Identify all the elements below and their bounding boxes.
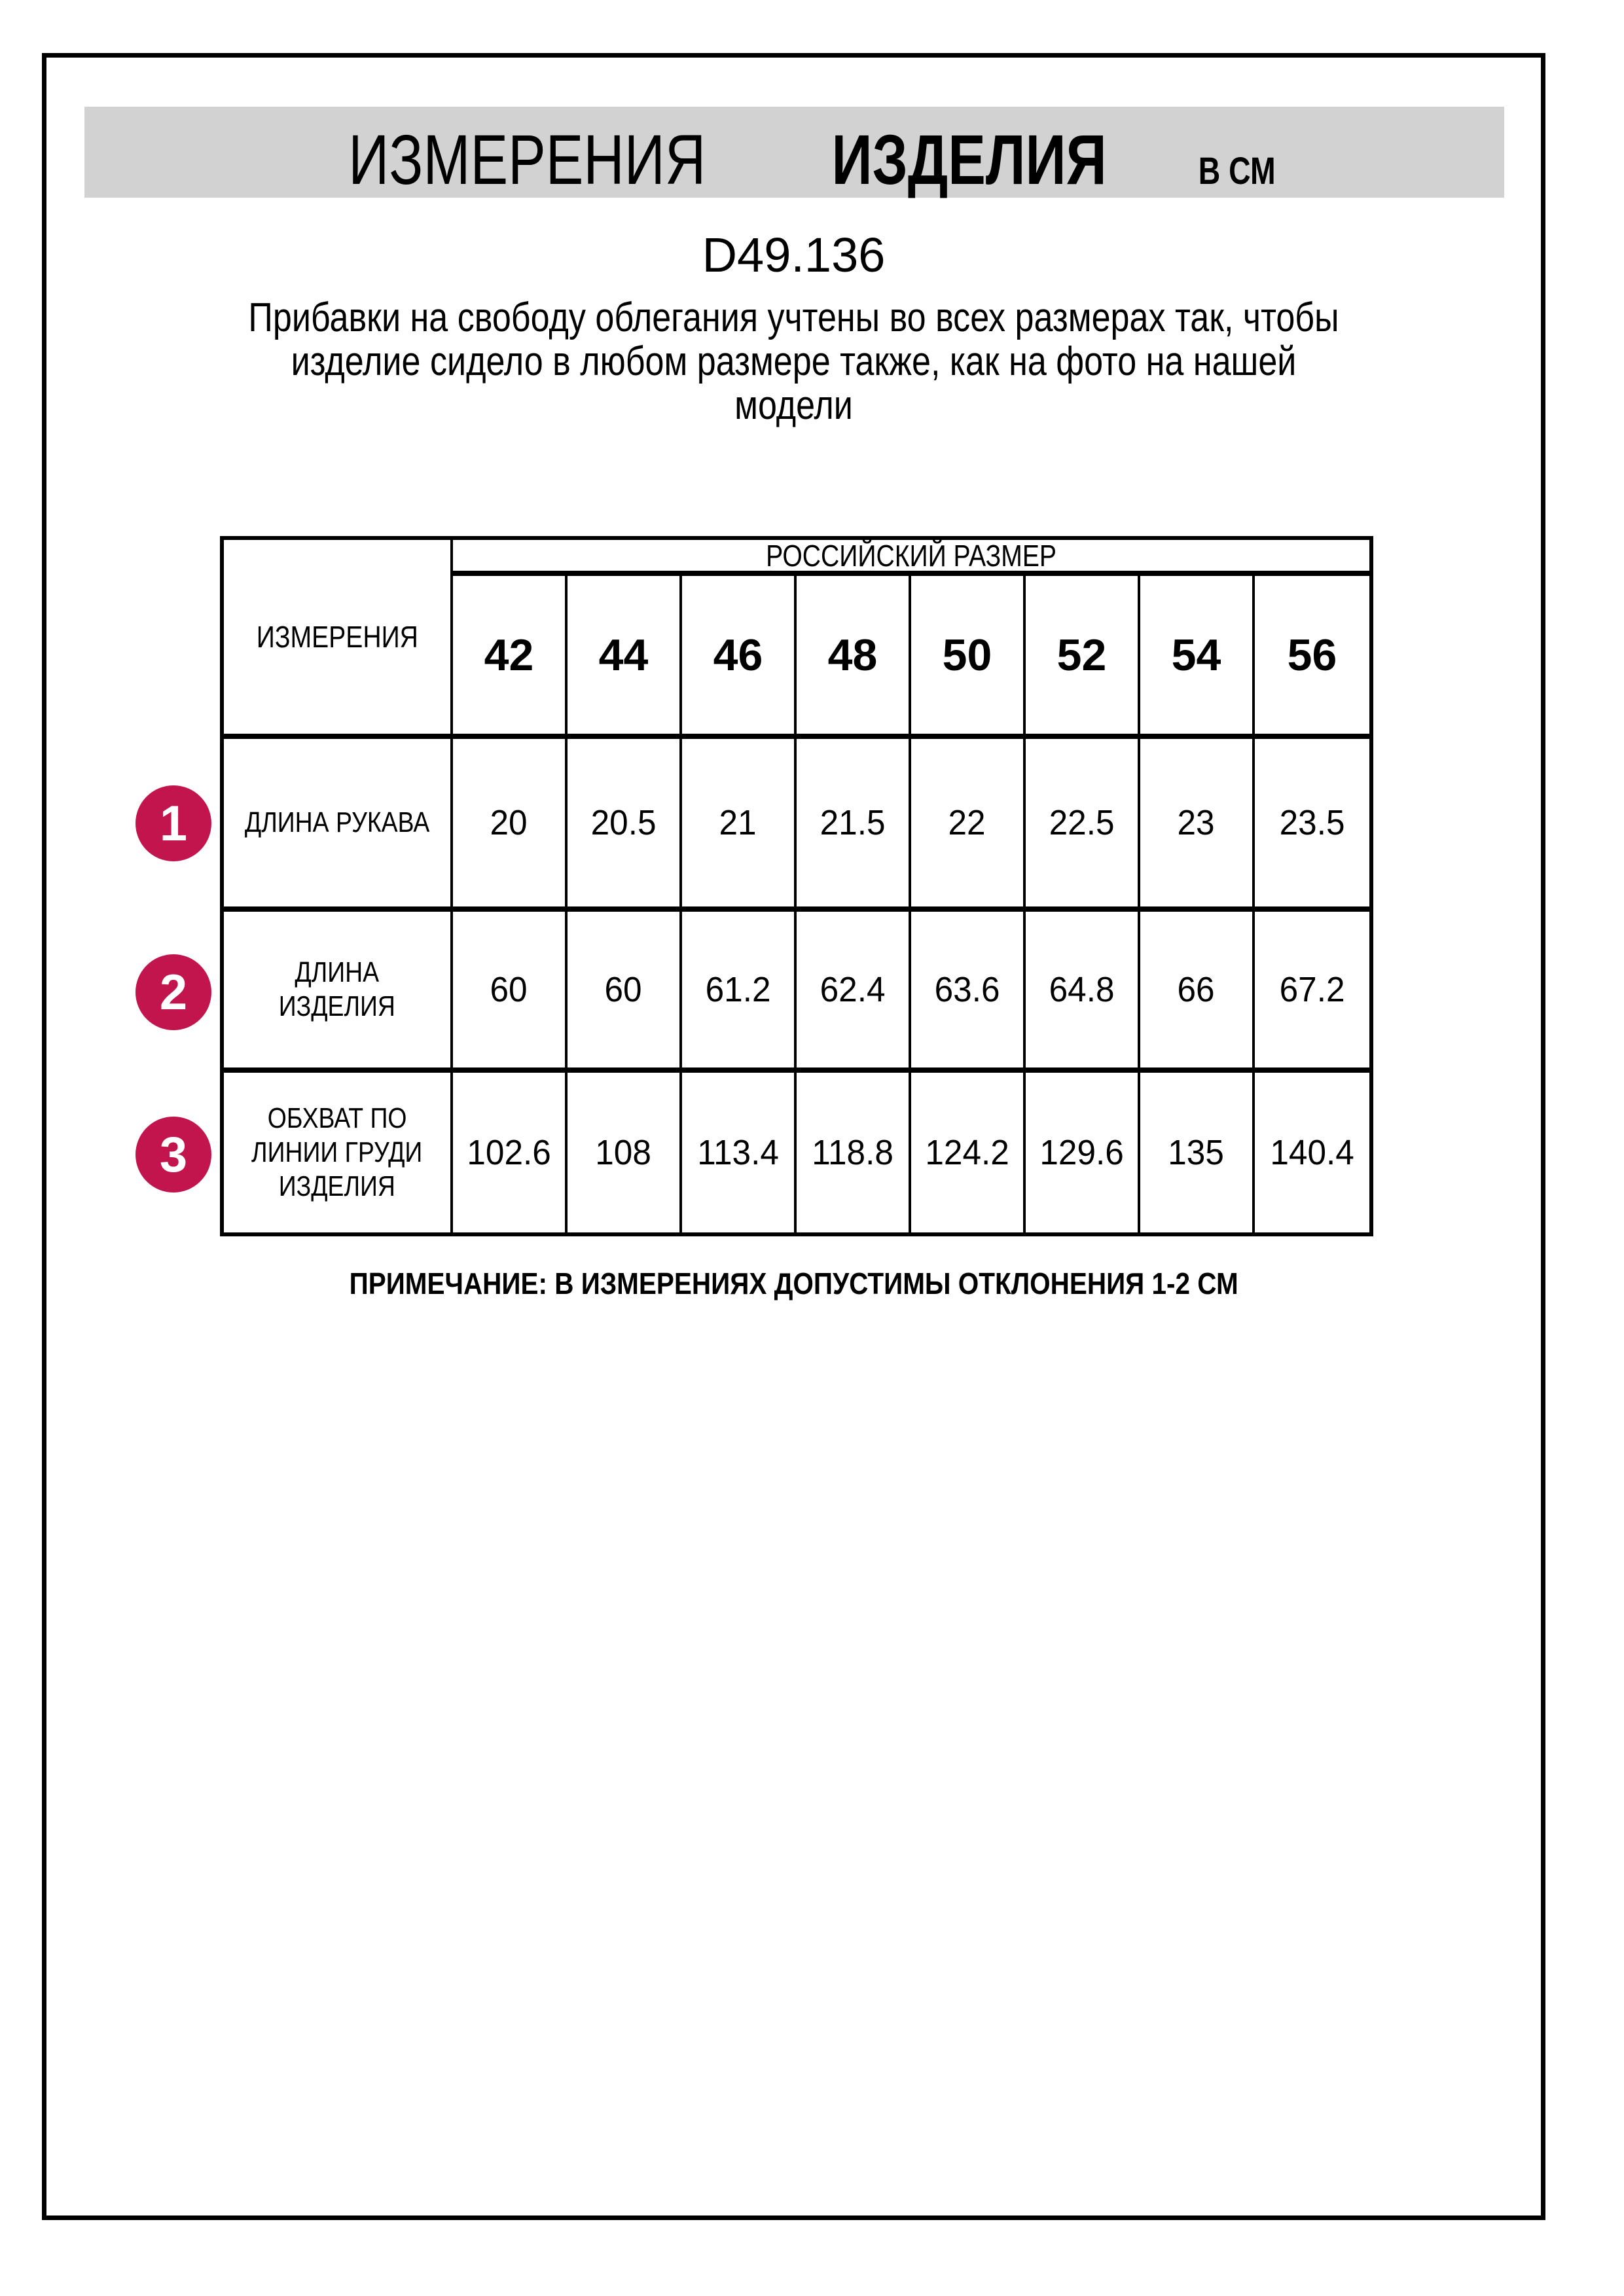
row-label-line: ИЗДЕЛИЯ <box>278 990 396 1022</box>
row-number-badge-2 <box>135 954 211 1030</box>
measurement-value-cell <box>797 912 911 1073</box>
measurement-value-cell <box>568 739 682 912</box>
row-label-cell-2 <box>224 912 453 1073</box>
measurement-value-cell <box>797 739 911 912</box>
row-number-badge-1 <box>135 785 211 861</box>
measurement-value-cell <box>1255 912 1369 1073</box>
measurement-value-cell <box>797 1073 911 1232</box>
measurement-value: 62.4 <box>820 970 886 1009</box>
row-label-line: ЛИНИИ ГРУДИ <box>251 1136 423 1168</box>
measurement-value-cell <box>682 912 797 1073</box>
row-label-line: ДЛИНА РУКАВА <box>244 806 430 838</box>
measurement-value-cell <box>911 912 1026 1073</box>
measurement-value-cell <box>1255 1073 1369 1232</box>
size-column-header-54: 54 <box>1140 576 1255 739</box>
row-label-line: ОБХВАТ ПО <box>267 1102 407 1134</box>
measurement-value-cell <box>1140 739 1255 912</box>
measurement-value: 20.5 <box>590 803 657 842</box>
page-title-product: ИЗДЕЛИЯ <box>831 120 1108 199</box>
measurement-value: 61.2 <box>705 970 771 1009</box>
row-label-cell-1 <box>224 739 453 912</box>
measurement-value-cell <box>911 1073 1026 1232</box>
measurement-value: 22 <box>948 803 986 842</box>
size-column-header-48: 48 <box>797 576 911 739</box>
measurement-value: 60 <box>604 970 643 1009</box>
size-column-header-52: 52 <box>1026 576 1140 739</box>
measurement-value-cell <box>682 739 797 912</box>
measurement-value: 124.2 <box>925 1133 1009 1172</box>
model-code: D49.136 <box>702 228 886 282</box>
size-column-header-44: 44 <box>568 576 682 739</box>
measurement-value-cell <box>682 1073 797 1232</box>
measurement-value: 113.4 <box>697 1133 779 1172</box>
measurement-value: 22.5 <box>1049 803 1115 842</box>
measurement-value-cell <box>911 739 1026 912</box>
unit-label: В СМ <box>1198 150 1276 192</box>
measurement-value-cell <box>453 739 568 912</box>
measurement-value: 63.6 <box>934 970 1000 1009</box>
measurement-value: 23.5 <box>1279 803 1345 842</box>
measurement-value-cell <box>568 1073 682 1232</box>
measurement-value: 135 <box>1168 1133 1225 1172</box>
measurement-value: 23 <box>1177 803 1216 842</box>
russian-size-header-cell <box>453 540 1369 576</box>
badge-1-number: 1 <box>159 795 188 852</box>
row-label-line: ДЛИНА <box>295 956 380 988</box>
intro-line-3: модели <box>734 383 853 428</box>
size-table <box>220 536 1373 1236</box>
measurements-header-label: ИЗМЕРЕНИЯ <box>256 620 418 654</box>
header-band <box>84 107 1504 198</box>
intro-line-2: изделие сидело в любом размере также, как на фото на нашей <box>291 339 1297 384</box>
size-column-header-42: 42 <box>453 576 568 739</box>
measurement-value: 129.6 <box>1039 1133 1124 1172</box>
badge-3-number: 3 <box>159 1126 188 1183</box>
measurements-header-cell <box>224 540 453 739</box>
intro-line-1: Прибавки на свободу облегания учтены во всех размерах так, чтобы <box>248 295 1339 340</box>
measurement-value: 102.6 <box>467 1133 551 1172</box>
badge-2-number: 2 <box>159 964 188 1020</box>
measurement-value: 66 <box>1177 970 1216 1009</box>
measurement-value-cell <box>453 1073 568 1232</box>
measurement-value: 67.2 <box>1279 970 1345 1009</box>
page-title-measurements: ИЗМЕРЕНИЯ <box>348 120 706 199</box>
measurement-value: 118.8 <box>812 1133 893 1172</box>
measurement-value-cell <box>1026 739 1140 912</box>
measurement-value-cell <box>1026 1073 1140 1232</box>
tolerance-note <box>42 1266 1545 1301</box>
size-column-header-46: 46 <box>682 576 797 739</box>
tolerance-note-text: ПРИМЕЧАНИЕ: В ИЗМЕРЕНИЯХ ДОПУСТИМЫ ОТКЛОНЕНИЯ 1-2 СМ <box>349 1266 1238 1300</box>
row-label-cell-3 <box>224 1073 453 1232</box>
measurement-value-cell <box>1255 739 1369 912</box>
measurement-value-cell <box>453 912 568 1073</box>
measurement-value: 64.8 <box>1049 970 1115 1009</box>
russian-size-header-label: РОССИЙСКИЙ РАЗМЕР <box>766 538 1056 573</box>
measurement-value: 21 <box>719 803 757 842</box>
measurement-value: 140.4 <box>1270 1133 1354 1172</box>
measurement-value: 21.5 <box>820 803 886 842</box>
measurement-value-cell <box>1026 912 1140 1073</box>
measurement-value-cell <box>568 912 682 1073</box>
size-column-header-50: 50 <box>911 576 1026 739</box>
measurement-value: 108 <box>595 1133 652 1172</box>
measurement-value-cell <box>1140 912 1255 1073</box>
measurement-value: 20 <box>490 803 528 842</box>
row-label-line: ИЗДЕЛИЯ <box>278 1170 396 1202</box>
measurement-value-cell <box>1140 1073 1255 1232</box>
measurement-value: 60 <box>490 970 528 1009</box>
row-number-badge-3 <box>135 1117 211 1193</box>
size-column-header-56: 56 <box>1255 576 1369 739</box>
intro-text <box>42 296 1545 427</box>
